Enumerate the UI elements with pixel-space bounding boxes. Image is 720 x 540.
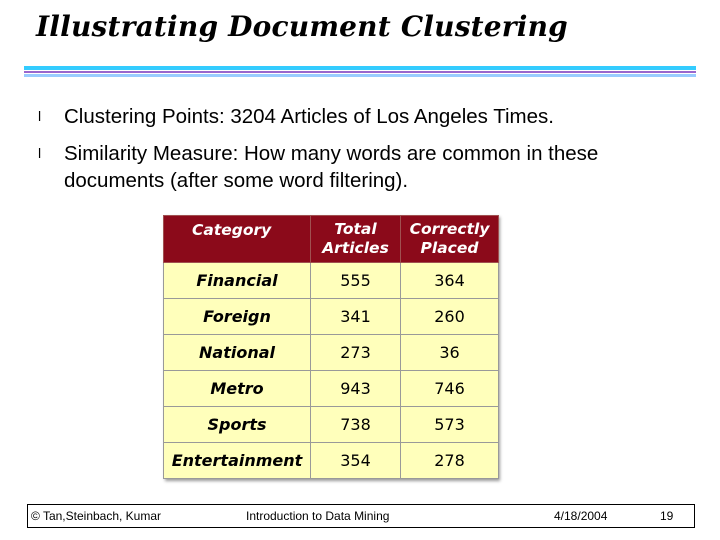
bullet-list — [38, 103, 688, 204]
slide-footer — [27, 504, 695, 528]
row-correct: 36 — [401, 335, 499, 371]
title-rule-light — [24, 74, 696, 77]
row-category: Financial — [164, 263, 311, 299]
row-total: 341 — [311, 299, 401, 335]
table-row — [164, 335, 499, 371]
bullet-marker: l — [38, 108, 42, 124]
table-header-row — [164, 216, 499, 263]
header-total-articles — [311, 216, 401, 263]
row-category: Entertainment — [164, 443, 311, 479]
table-row — [164, 443, 499, 479]
title-rule-purple — [24, 71, 696, 73]
category-table — [163, 215, 498, 479]
bullet-marker: l — [38, 145, 42, 161]
row-correct: 573 — [401, 407, 499, 443]
row-total: 943 — [311, 371, 401, 407]
row-category: National — [164, 335, 311, 371]
row-category: Sports — [164, 407, 311, 443]
footer-course-title: Introduction to Data Mining — [246, 509, 390, 523]
header-correct-line2: Placed — [420, 239, 479, 257]
row-total: 273 — [311, 335, 401, 371]
table-row — [164, 371, 499, 407]
table-row — [164, 263, 499, 299]
row-total: 555 — [311, 263, 401, 299]
bullet-text: Similarity Measure: How many words are common in these documents (after some word filtering). — [64, 142, 599, 192]
row-correct: 260 — [401, 299, 499, 335]
title-rule-cyan — [24, 66, 696, 70]
slide-title: Illustrating Document Clustering — [36, 10, 568, 43]
row-category: Metro — [164, 371, 311, 407]
footer-date: 4/18/2004 — [554, 509, 608, 523]
table-row — [164, 407, 499, 443]
row-category: Foreign — [164, 299, 311, 335]
row-total: 354 — [311, 443, 401, 479]
header-total-line1: Total — [334, 220, 377, 238]
row-total: 738 — [311, 407, 401, 443]
category-table-grid — [163, 215, 499, 479]
footer-copyright: © Tan,Steinbach, Kumar — [31, 509, 162, 523]
header-total-line2: Articles — [322, 239, 389, 257]
row-correct: 278 — [401, 443, 499, 479]
table-row — [164, 299, 499, 335]
bullet-item — [38, 103, 688, 130]
bullet-text: Clustering Points: 3204 Articles of Los Angeles Times. — [64, 105, 554, 128]
header-correctly-placed — [401, 216, 499, 263]
header-category: Category — [164, 216, 311, 263]
row-correct: 364 — [401, 263, 499, 299]
bullet-item — [38, 140, 688, 194]
row-correct: 746 — [401, 371, 499, 407]
footer-page-number: 19 — [660, 509, 674, 523]
header-correct-line1: Correctly — [409, 220, 490, 238]
